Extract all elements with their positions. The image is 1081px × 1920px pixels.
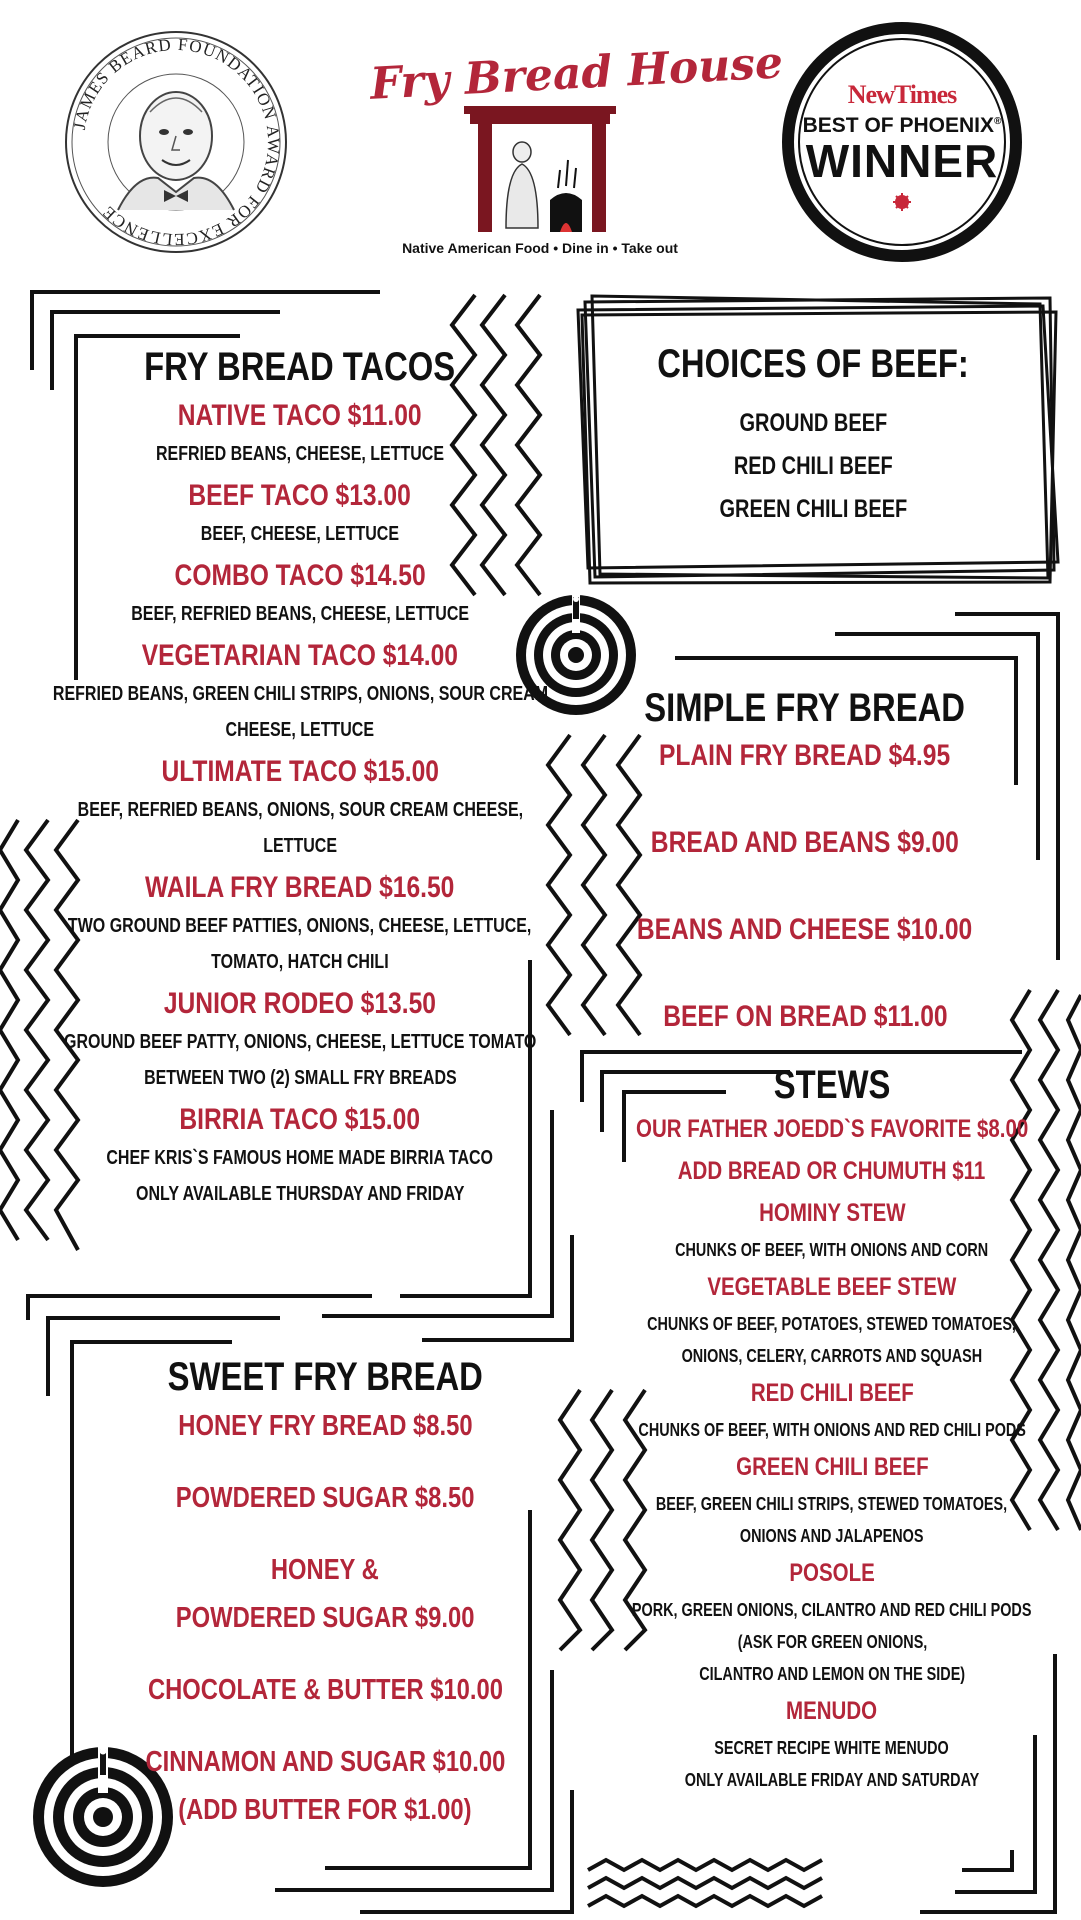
simple-item: BREAD AND BEANS $9.00 [650, 826, 960, 859]
taco-item-name: BIRRIA TACO $15.00 [179, 1103, 421, 1136]
taco-item-description: GROUND BEEF PATTY, ONIONS, CHEESE, LETTUCE TOMATO [63, 1031, 537, 1053]
taco-item-description: TOMATO, HATCH CHILI [211, 951, 389, 973]
simple-item: PLAIN FRY BREAD $4.95 [659, 739, 951, 772]
taco-item-description: BEEF, REFRIED BEANS, CHEESE, LETTUCE [131, 603, 469, 625]
best-of-phoenix-badge [782, 80, 1022, 187]
beef-choices-section [600, 338, 1026, 531]
taco-item-description: REFRIED BEANS, CHEESE, LETTUCE [155, 443, 445, 465]
taco-item-description: BEEF, CHEESE, LETTUCE [200, 523, 400, 545]
stew-item-name: ADD BREAD OR CHUMUTH $11 [678, 1157, 986, 1185]
stew-item-description: CHUNKS OF BEEF, WITH ONIONS AND CORN [675, 1240, 989, 1260]
stew-item-name: OUR FATHER JOEDD`S FAVORITE $8.00 [635, 1115, 1029, 1143]
beef-choice: RED CHILI BEEF [733, 452, 893, 480]
taco-item-name: JUNIOR RODEO $13.50 [163, 987, 437, 1020]
badge-line1: BEST OF PHOENIX [802, 114, 994, 137]
taco-item-description: BETWEEN TWO (2) SMALL FRY BREADS [143, 1067, 457, 1089]
stew-item-description: ONIONS AND JALAPENOS [740, 1526, 924, 1546]
simple-item: BEANS AND CHEESE $10.00 [637, 913, 973, 946]
sweet-item: POWDERED SUGAR $9.00 [175, 1602, 475, 1634]
beef-choice: GREEN CHILI BEEF [719, 495, 907, 523]
stew-item-description: SECRET RECIPE WHITE MENUDO [714, 1738, 950, 1758]
badge-line2: WINNER [805, 135, 999, 187]
simple-list [600, 734, 1009, 1082]
fry-bread-house-logo [368, 37, 785, 110]
stews-title: STEWS [773, 1063, 891, 1107]
award-ring-text: JAMES BEARD FOUNDATION AWARD FOR EXCELLENCE [69, 34, 284, 250]
stew-item-description: BEEF, GREEN CHILI STRIPS, STEWED TOMATOES, [656, 1494, 1008, 1514]
sweet-item: HONEY FRY BREAD $8.50 [177, 1410, 473, 1442]
sweet-fry-bread-section [130, 1352, 520, 1858]
taco-item-description: BEEF, REFRIED BEANS, ONIONS, SOUR CREAM CHEESE, [77, 799, 523, 821]
stew-item-description: CILANTRO AND LEMON ON THE SIDE) [699, 1664, 965, 1684]
simple-title: SIMPLE FRY BREAD [644, 686, 966, 730]
sweet-item: (ADD BUTTER FOR $1.00) [178, 1794, 472, 1826]
registered-mark: ® [993, 116, 1002, 127]
taco-item-description: LETTUCE [263, 835, 337, 857]
stew-item-name: VEGETABLE BEEF STEW [707, 1273, 957, 1301]
sweet-list [106, 1402, 545, 1858]
tagline: Native American Food • Dine in • Take out [402, 240, 678, 256]
tacos-title: FRY BREAD TACOS [144, 345, 456, 389]
stew-item-description: ONIONS, CELERY, CARROTS AND SQUASH [681, 1346, 983, 1366]
taco-item-name: WAILA FRY BREAD $16.50 [145, 871, 455, 904]
stew-item-name: POSOLE [789, 1559, 875, 1587]
stews-list [582, 1108, 1081, 1796]
sweet-item: CINNAMON AND SUGAR $10.00 [145, 1746, 505, 1778]
stew-item-description: (ASK FOR GREEN ONIONS, [737, 1632, 927, 1652]
taco-item-name: VEGETARIAN TACO $14.00 [141, 639, 459, 672]
stew-item-name: GREEN CHILI BEEF [735, 1453, 929, 1481]
stew-item-name: HOMINY STEW [758, 1199, 906, 1227]
sweet-title: SWEET FRY BREAD [167, 1355, 483, 1399]
stews-section [622, 1062, 1042, 1796]
taco-item-name: ULTIMATE TACO $15.00 [161, 755, 439, 788]
tacos-section [52, 342, 548, 1212]
beef-list [696, 402, 931, 531]
simple-fry-bread-section [630, 682, 980, 1082]
stew-item-description: ONLY AVAILABLE FRIDAY AND SATURDAY [684, 1770, 980, 1790]
stew-item-description: CHUNKS OF BEEF, WITH ONIONS AND RED CHILI PODS [638, 1420, 1026, 1440]
logo-title: Fry Bread House [368, 37, 785, 110]
beef-choice: GROUND BEEF [739, 409, 887, 437]
simple-item: BEEF ON BREAD $11.00 [662, 1000, 948, 1033]
sweet-item: HONEY & [271, 1554, 379, 1586]
taco-item-name: NATIVE TACO $11.00 [178, 399, 422, 432]
stew-item-description: PORK, GREEN ONIONS, CILANTRO AND RED CHILI PODS [632, 1600, 1032, 1620]
stew-item-name: RED CHILI BEEF [750, 1379, 914, 1407]
tacos-list [0, 392, 609, 1212]
taco-item-description: ONLY AVAILABLE THURSDAY AND FRIDAY [135, 1183, 465, 1205]
taco-item-description: TWO GROUND BEEF PATTIES, ONIONS, CHEESE, LETTUCE, [68, 915, 532, 937]
taco-item-name: COMBO TACO $14.50 [174, 559, 426, 592]
sweet-item: CHOCOLATE & BUTTER $10.00 [147, 1674, 503, 1706]
taco-item-description: CHEF KRIS`S FAMOUS HOME MADE BIRRIA TACO [106, 1147, 494, 1169]
james-beard-award-medallion [66, 32, 286, 252]
beef-title: CHOICES OF BEEF: [657, 342, 969, 386]
badge-brand: NewTimes [847, 80, 957, 109]
stew-item-description: CHUNKS OF BEEF, POTATOES, STEWED TOMATOES, [647, 1314, 1017, 1334]
taco-item-description: REFRIED BEANS, GREEN CHILI STRIPS, ONIONS, SOUR CREAM [52, 683, 548, 705]
stew-item-name: MENUDO [786, 1697, 878, 1725]
sweet-item: POWDERED SUGAR $8.50 [175, 1482, 475, 1514]
taco-item-name: BEEF TACO $13.00 [188, 479, 412, 512]
taco-item-description: CHEESE, LETTUCE [225, 719, 375, 741]
svg-text:JAMES BEARD FOUNDATION AWARD F [70, 35, 283, 249]
